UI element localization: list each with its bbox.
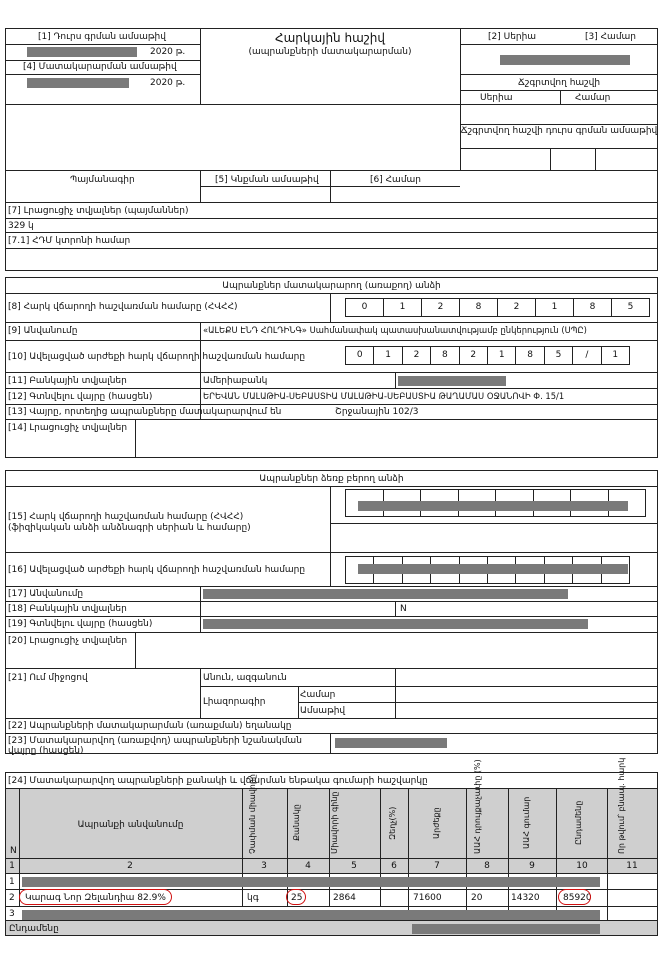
buyer-additional-label: [20] Լրացուցիչ տվյալներ [8, 636, 128, 646]
additional-terms-value: 329 կ [8, 221, 34, 231]
highlight-total [558, 889, 591, 905]
supplier-address-value: ԵՐԵՎԱՆ ՄԱԼԱԹԻԱ-ՍԵԲԱՍՏԻԱ ՄԱԼԱԹԻԱ-ՍԵԲԱՍՏԻԱ ԹԱՂԱՄԱՍ ՕՋԱՆՈՎԻ Փ. 15/1 [203, 391, 565, 401]
goods-title: [24] Մատակարարվող ապրանքների քանակի և վճարման ենթակա գումարի հաշվարկը [8, 776, 428, 786]
issue-year: 2020 թ. [150, 47, 186, 57]
redacted-totals [412, 924, 600, 934]
additional-terms-label: [7] Լրացուցիչ տվյալներ (պայմաններ) [8, 206, 189, 216]
digit-box: 1 [601, 346, 630, 365]
col-unit-header: Չափման միավորը [248, 774, 257, 854]
supplier-bank-value: Ամերիաբանկ [203, 376, 268, 386]
issue-date-label: [1] Դուրս գրման ամսաթիվ [38, 32, 166, 42]
col-vat-rate-header: ԱԱՀ դրույքաչափը (%) [473, 759, 482, 854]
contract-label: Պայմանագիր [70, 175, 135, 185]
digit-box: 0 [345, 346, 374, 365]
document-subtitle: (ապրանքների մատակարարման) [248, 47, 412, 57]
row2-qty: 25 [291, 893, 303, 903]
buyer-title: Ապրանքներ ձեռք բերող անձի [259, 474, 404, 484]
corrected-series-label: Սերիա [480, 93, 513, 103]
column-number: 8 [484, 861, 490, 871]
supplier-title: Ապրանքներ մատակարարող (առաքող) անձի [222, 281, 441, 291]
digit-box: 8 [459, 298, 498, 317]
buyer-vat-label: [16] Ավելացված արժեքի հարկ վճարողի հաշվառման համարը [8, 565, 306, 575]
buyer-bank-label: [18] Բանկային տվյալներ [8, 604, 127, 614]
supplier-additional-label: [14] Լրացուցիչ տվյալներ [8, 423, 128, 433]
digit-box: 0 [345, 298, 384, 317]
highlight-name [19, 889, 172, 905]
redacted-row1 [22, 877, 600, 887]
buyer-tin-label: [15] Հարկ վճարողի հաշվառման համարը (ՀՎՀՀ) [8, 512, 244, 522]
digit-box: 1 [535, 298, 574, 317]
column-number: 5 [351, 861, 357, 871]
digit-box: 2 [497, 298, 536, 317]
delivery-method-label: [22] Ապրանքների մատակարարման (առաքման) եղանակը [8, 721, 292, 731]
table-column-divider [508, 788, 509, 920]
corrected-number-label: Համար [575, 93, 611, 103]
column-number: 1 [9, 861, 15, 871]
corrected-date-label: Ճշգրտվող հաշվի դուրս գրման ամսաթիվ [460, 126, 658, 136]
redacted-buyer-name [203, 589, 568, 599]
contract-number-label: [6] Համար [370, 175, 421, 185]
destination-label: [23] Մատակարարվող (առաքվող) ապրանքների նշանակման [8, 736, 302, 746]
col-value-header: Արժեքը [432, 807, 441, 839]
column-number: 7 [434, 861, 440, 871]
table-column-divider [242, 788, 243, 906]
proxy-date-label: Ամսաթիվ [300, 706, 346, 716]
column-number: 6 [391, 861, 397, 871]
proxy-label: Լիազորագիր [203, 697, 266, 707]
contract-date-label: [5] Կնքման ամսաթիվ [215, 175, 319, 185]
digit-box: 1 [383, 298, 422, 317]
redacted-issue-date [27, 47, 137, 57]
supply-location-value: Շրջանային 102/3 [335, 407, 419, 417]
table-column-divider [408, 788, 409, 920]
buyer-name-label: [17] Անվանումը [8, 589, 84, 599]
column-number: 3 [261, 861, 267, 871]
digit-box: 5 [544, 346, 573, 365]
row2-value: 71600 [413, 893, 442, 903]
supplier-vat-label: [10] Ավելացված արժեքի հարկ վճարողի հաշվառման համարը [8, 352, 306, 362]
via-label: [21] Ում միջոցով [8, 673, 88, 683]
row3-number: 3 [9, 909, 15, 919]
digit-box: 5 [611, 298, 650, 317]
column-number: 4 [305, 861, 311, 871]
proxy-number-label: Համար [300, 690, 336, 700]
supplier-bank-label: [11] Բանկային տվյալներ [8, 376, 127, 386]
digit-box: 1 [373, 346, 402, 365]
row2-total: 85920 [563, 893, 592, 903]
col-n-header: N [10, 846, 17, 856]
column-number: 11 [626, 861, 638, 871]
column-number: 9 [529, 861, 535, 871]
table-column-divider [380, 788, 381, 906]
redacted-buyer-vat [358, 564, 628, 574]
digit-box: 8 [430, 346, 459, 365]
table-column-divider [556, 788, 557, 920]
supply-year: 2020 թ. [150, 78, 186, 88]
table-column-divider [19, 788, 20, 906]
redacted-series-number [500, 55, 630, 65]
redacted-row3 [22, 910, 600, 920]
supplier-name-label: [9] Անվանումը [8, 326, 78, 336]
total-label: Ընդամենը [9, 924, 59, 934]
supplier-name-value: «ԱԼԵՔՍ ԷՆԴ ՀՈԼԴԻՆԳ» Սահմանափակ պատասխանատվությամբ ընկերություն (ՍՊԸ) [203, 325, 587, 335]
supplier-address-label: [12] Գտնվելու վայրը (հասցեն) [8, 392, 153, 402]
col-name-header: Ապրանքի անվանումը [77, 820, 184, 830]
digit-box: 2 [421, 298, 460, 317]
person-name-label: Անուն, ազգանուն [203, 673, 287, 683]
receipt-number-label: [7.1] ՀԴՄ կտրոնի համար [8, 236, 131, 246]
destination-label-2: վայրը (հասցեն) [8, 746, 84, 756]
series-label: [2] Սերիա [488, 32, 537, 42]
buyer-bank-value: N [400, 604, 407, 614]
col-total-header: Ընդամենը [574, 800, 583, 846]
redacted-buyer-address [203, 619, 588, 629]
buyer-address-label: [19] Գտնվելու վայրը (հասցեն) [8, 619, 153, 629]
col-price-header: Միավորի գինը [330, 791, 339, 854]
row2-vat-amount: 14320 [511, 893, 540, 903]
digit-box: 2 [459, 346, 488, 365]
corrected-invoice-label: Ճշգրտվող հաշվի [517, 78, 601, 88]
row2-price: 2864 [333, 893, 356, 903]
redacted-bank-account [398, 376, 506, 386]
supply-location-label: [13] Վայրը, որտեղից ապրանքները մատակարարվում են [8, 407, 282, 417]
col-discount-header: Զեղչ(%) [388, 806, 397, 840]
highlight-qty [286, 889, 306, 905]
supply-date-label: [4] Մատակարարման ամսաթիվ [23, 62, 177, 72]
table-column-divider [466, 788, 467, 920]
digit-box: 2 [402, 346, 431, 365]
col-vat-amount-header: ԱԱՀ գումար [522, 796, 531, 850]
row2-name: Կարագ Նոր Զելանդիա 82.9% [25, 893, 166, 903]
document-title: Հարկային հաշիվ [275, 31, 385, 45]
row2-unit: կգ [247, 893, 259, 903]
digit-box: 8 [515, 346, 544, 365]
table-column-divider [607, 788, 608, 920]
digit-box: 1 [487, 346, 516, 365]
column-number: 10 [576, 861, 588, 871]
redacted-buyer-tin [358, 501, 628, 511]
supplier-tin-label: [8] Հարկ վճարողի հաշվառման համարը (ՀՎՀՀ) [8, 302, 238, 312]
col-qty-header: Քանակը [292, 804, 301, 842]
redacted-supply-date [27, 78, 129, 88]
row1-number: 1 [9, 877, 15, 887]
digit-box: / [572, 346, 601, 365]
digit-box: 8 [573, 298, 612, 317]
buyer-tin-label-2: (ֆիզիկական անձի անձնագրի սերիան և համարը) [8, 523, 251, 533]
table-column-divider [287, 788, 288, 906]
redacted-destination [335, 738, 447, 748]
number-label: [3] Համար [585, 32, 636, 42]
column-number: 2 [127, 861, 133, 871]
col-excise-header: Որ թվում՝ բնապ. հարկ [617, 757, 626, 854]
row2-vat-rate: 20 [471, 893, 483, 903]
row2-number: 2 [9, 893, 15, 903]
